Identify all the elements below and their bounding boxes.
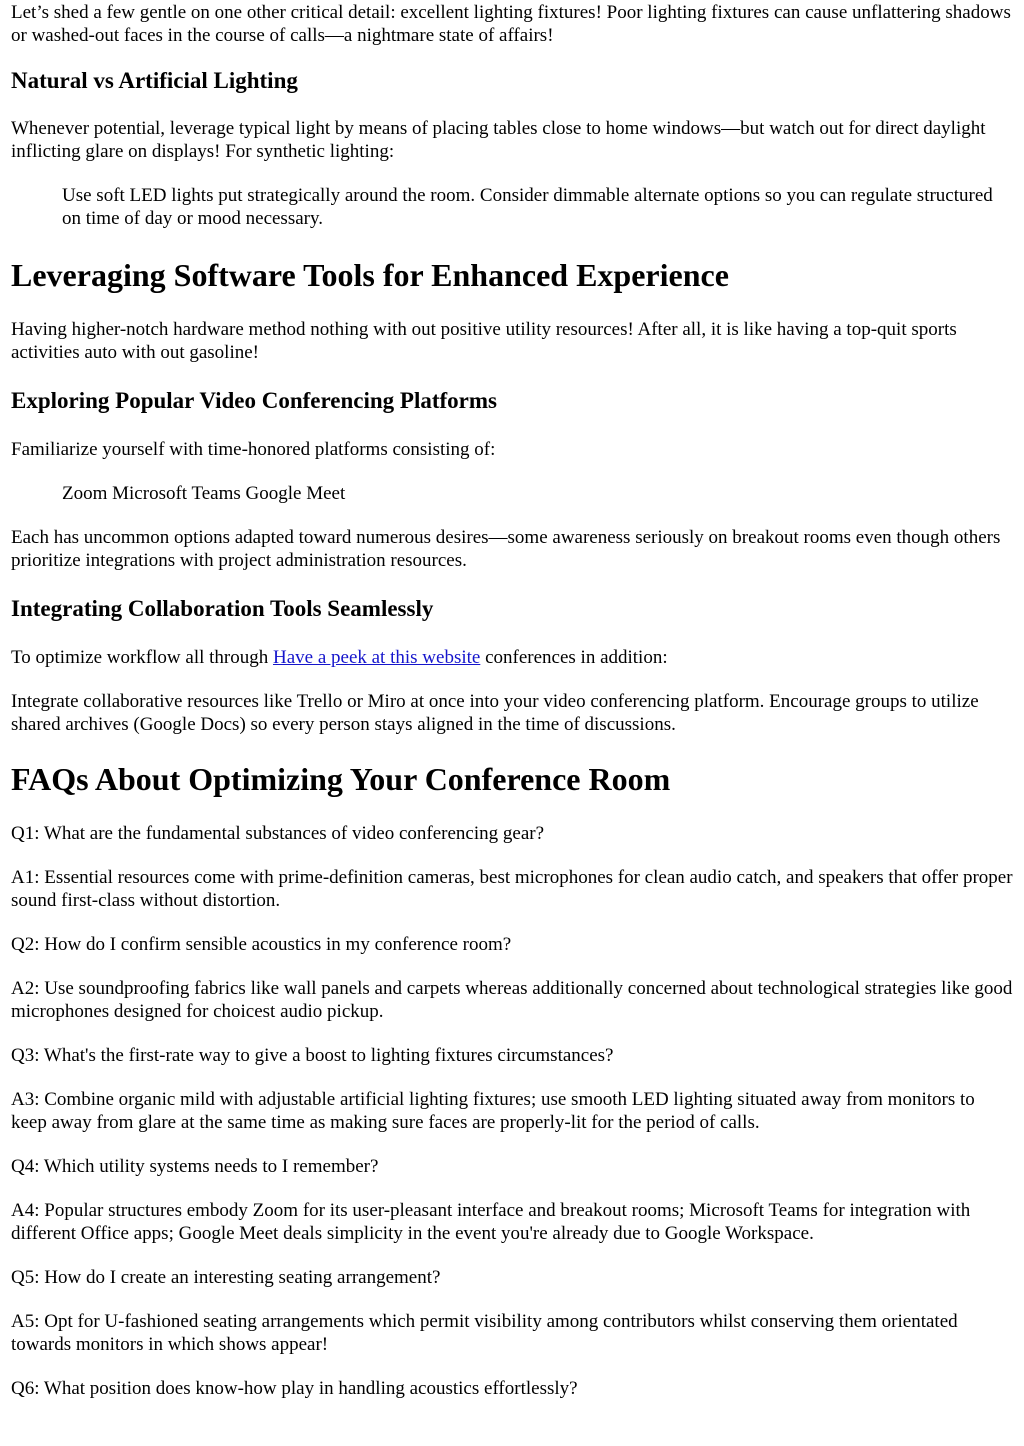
faq-item: A4: Popular structures embody Zoom for its user-pleasant interface and breakout rooms; Microsoft Teams for integration with different Office apps; Google Meet deals simplicity in the event you're already due to Google Workspace. [11, 1200, 971, 1244]
faq-item: A3: Combine organic mild with adjustable artificial lighting fixtures; use smooth LED lighting situated away from monitors to keep away from glare at the same time as making sure faces are properly-lit for the period of calls. [11, 1089, 975, 1133]
faq-item: A2: Use soundproofing fabrics like wall panels and carpets whereas additionally concerned about technological strategies like good microphones designed for choicest audio pickup. [11, 978, 1013, 1022]
faq-item: A1: Essential resources come with prime-definition cameras, best microphones for clean audio catch, and speakers that offer proper sound first-class without distortion. [11, 867, 1013, 911]
platforms-quote: Zoom Microsoft Teams Google Meet [62, 483, 346, 504]
faq-heading: FAQs About Optimizing Your Conference Room [11, 761, 671, 797]
faq-item: Q2: How do I confirm sensible acoustics in my conference room? [11, 934, 512, 955]
platforms-paragraph: Familiarize yourself with time-honored platforms consisting of: [11, 439, 496, 460]
lighting-quote: Use soft LED lights put strategically around the room. Consider dimmable alternate options so you can regulate structured on time of day or mood necessary. [62, 185, 993, 229]
faq-item: Q5: How do I create an interesting seating arrangement? [11, 1267, 441, 1288]
collab-paragraph [11, 646, 1014, 669]
collab-heading: Integrating Collaboration Tools Seamlessly [11, 596, 434, 621]
collab-paragraph-2: Integrate collaborative resources like Trello or Miro at once into your video conferencing platform. Encourage groups to utilize shared archives (Google Docs) so every person stays aligned in the time of discussions. [11, 691, 979, 735]
software-paragraph: Having higher-notch hardware method nothing with out positive utility resources! After all, it is like having a top-quit sports activities auto with out gasoline! [11, 319, 957, 363]
lighting-heading: Natural vs Artificial Lighting [11, 68, 298, 93]
faq-item: Q3: What's the first-rate way to give a boost to lighting fixtures circumstances? [11, 1045, 614, 1066]
collab-text-after: conferences in addition: [480, 647, 668, 668]
lighting-paragraph: Whenever potential, leverage typical light by means of placing tables close to home windows—but watch out for direct daylight inflicting glare on displays! For synthetic lighting: [11, 118, 986, 162]
website-link[interactable]: Have a peek at this website [272, 647, 481, 668]
platforms-paragraph-2: Each has uncommon options adapted toward numerous desires—some awareness seriously on breakout rooms even though others prioritize integrations with project administration resources. [11, 527, 1001, 571]
faq-item: A5: Opt for U-fashioned seating arrangements which permit visibility among contributors whilst conserving them orientated towards monitors in which shows appear! [11, 1311, 958, 1355]
faq-item: Q4: Which utility systems needs to I remember? [11, 1156, 379, 1177]
collab-text-before: To optimize workflow all through [11, 647, 273, 668]
faq-item: Q1: What are the fundamental substances of video conferencing gear? [11, 823, 545, 844]
platforms-heading: Exploring Popular Video Conferencing Platforms [11, 388, 497, 413]
intro-paragraph: Let’s shed a few gentle on one other critical detail: excellent lighting fixtures! Poor lighting fixtures can cause unflattering shadows or washed-out faces in the course of calls—a nightmare state of affairs! [11, 2, 1011, 46]
faq-item: Q6: What position does know-how play in handling acoustics effortlessly? [11, 1378, 578, 1399]
software-heading: Leveraging Software Tools for Enhanced Experience [11, 257, 729, 293]
